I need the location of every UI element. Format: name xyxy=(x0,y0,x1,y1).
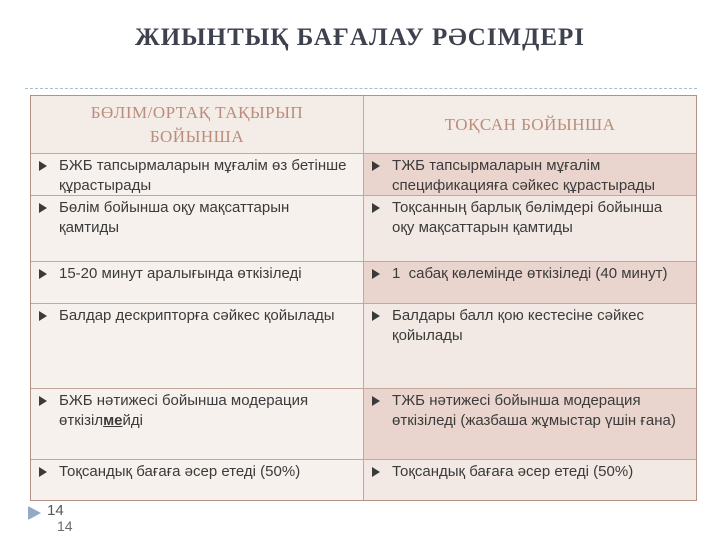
cell-text: ТЖБ тапсырмаларын мұғалім спецификацияға сәйкес құрастырады xyxy=(392,157,656,194)
table-header-row xyxy=(31,96,696,153)
table-row xyxy=(31,153,696,195)
cell-right xyxy=(364,389,696,459)
arrow-bullet-icon xyxy=(39,269,47,279)
cell-left xyxy=(31,262,364,303)
arrow-bullet-icon xyxy=(372,161,380,171)
column-header-term xyxy=(364,96,696,153)
arrow-bullet-icon xyxy=(372,269,380,279)
slide-number-secondary: 14 xyxy=(57,518,73,534)
cell-text: Тоқсандық бағаға әсер етеді (50%) xyxy=(59,463,301,480)
table-row xyxy=(31,303,696,388)
footer-triangle-icon xyxy=(28,506,41,520)
cell-left xyxy=(31,389,364,459)
cell-text: Балдар дескрипторға сәйкес қойылады xyxy=(59,307,335,324)
arrow-bullet-icon xyxy=(372,467,380,477)
arrow-bullet-icon xyxy=(39,203,47,213)
cell-left xyxy=(31,460,364,500)
cell-text: ТЖБ нәтижесі бойынша модерация өткізіледі (жазбаша жұмыстар үшін ғана) xyxy=(392,392,676,429)
table-row xyxy=(31,459,696,500)
cell-text: БЖБ тапсырмаларын мұғалім өз бетінше құрастырады xyxy=(59,157,355,194)
cell-text: Бөлім бойынша оқу мақсаттарын қамтиды xyxy=(59,199,294,236)
arrow-bullet-icon xyxy=(39,396,47,406)
column-header-unit xyxy=(31,96,364,153)
cell-text-emphasis: ме xyxy=(103,412,123,429)
cell-left xyxy=(31,196,364,261)
title-divider xyxy=(25,88,697,89)
arrow-bullet-icon xyxy=(372,203,380,213)
cell-text: Тоқсандық бағаға әсер етеді (50%) xyxy=(392,463,634,480)
table-row xyxy=(31,195,696,261)
cell-right xyxy=(364,304,696,388)
slide-number: 14 xyxy=(47,502,64,519)
cell-right xyxy=(364,154,696,195)
cell-right xyxy=(364,262,696,303)
cell-text: 1 сабақ көлемінде өткізіледі (40 минут) xyxy=(392,265,668,282)
arrow-bullet-icon xyxy=(372,311,380,321)
column-header-term-label: ТОҚСАН БОЙЫНША xyxy=(444,114,616,134)
cell-text-suffix: йді xyxy=(122,412,143,429)
cell-left xyxy=(31,154,364,195)
arrow-bullet-icon xyxy=(39,467,47,477)
cell-left xyxy=(31,304,364,388)
slide-title: ЖИЫНТЫҚ БАҒАЛАУ РӘСІМДЕРІ xyxy=(134,24,586,51)
cell-text: Балдары балл қою кестесіне сәйкес қойылады xyxy=(392,307,649,344)
cell-right xyxy=(364,196,696,261)
arrow-bullet-icon xyxy=(39,311,47,321)
cell-right xyxy=(364,460,696,500)
column-header-unit-label: БӨЛІМ/ОРТАҚ ТАҚЫРЫП БОЙЫНША xyxy=(90,102,304,146)
table-row xyxy=(31,261,696,303)
cell-text: Тоқсанның барлық бөлімдері бойынша оқу мақсаттарын қамтиды xyxy=(392,199,667,236)
cell-text-prefix: БЖБ нәтижесі бойынша модерация өткізіл xyxy=(59,392,313,429)
cell-text xyxy=(59,391,350,431)
table-row xyxy=(31,388,696,459)
arrow-bullet-icon xyxy=(372,396,380,406)
cell-text: 15-20 минут аралығында өткізіледі xyxy=(59,265,302,282)
summary-assessment-table xyxy=(30,95,697,501)
arrow-bullet-icon xyxy=(39,161,47,171)
